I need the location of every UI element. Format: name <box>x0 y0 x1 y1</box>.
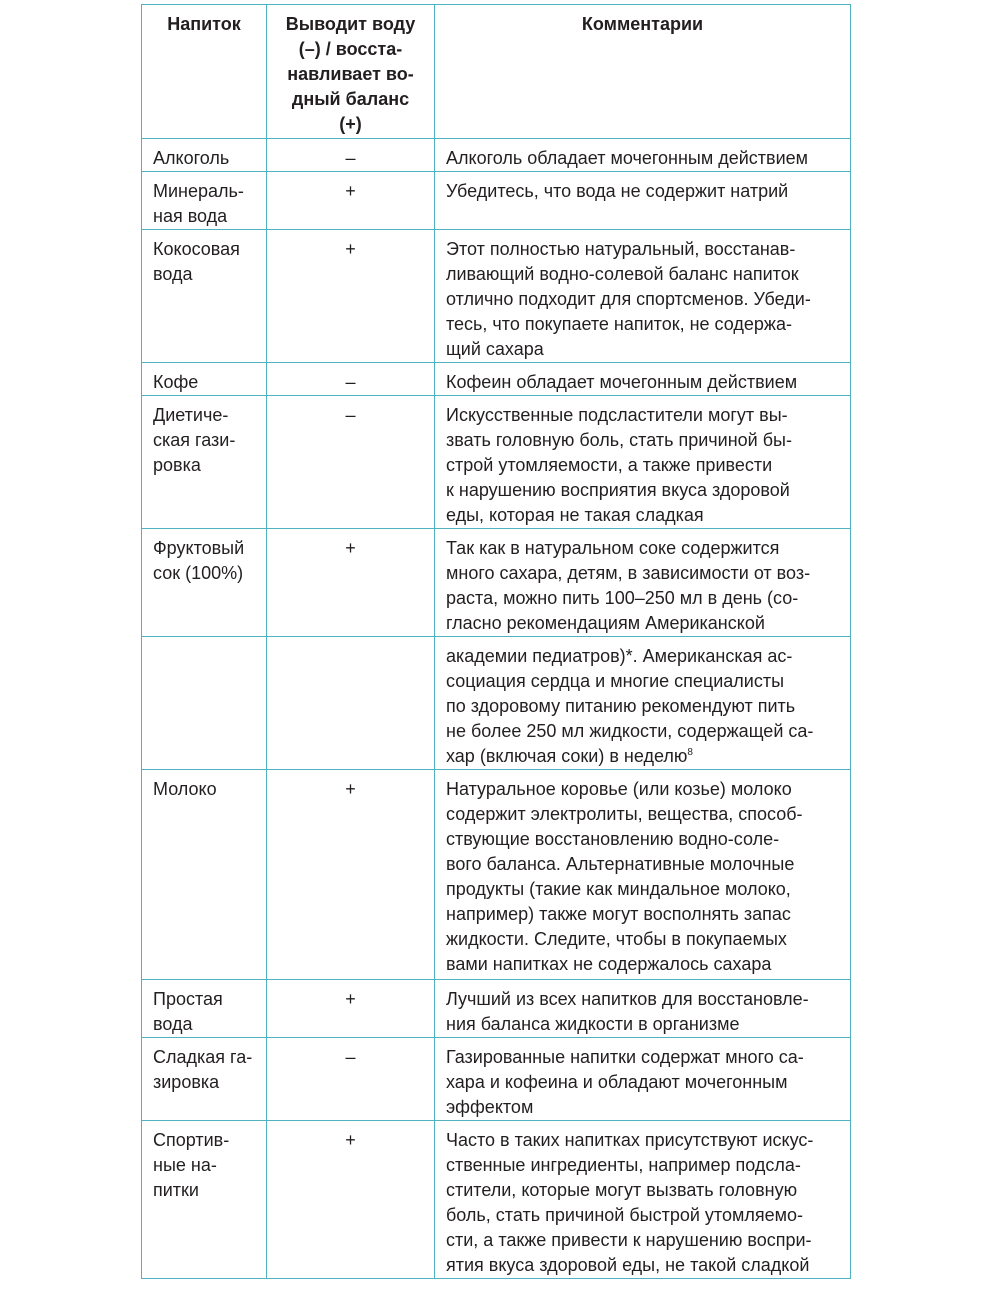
comment-line <box>446 237 839 262</box>
comment-text: раста, можно пить 100–250 мл в день (со- <box>446 588 799 608</box>
comment-cell <box>435 770 851 980</box>
comment-text: ния баланса жидкости в организме <box>446 1014 740 1034</box>
comment-line <box>446 987 839 1012</box>
comment-text: Алкоголь обладает мочегонным действием <box>446 148 809 168</box>
comment-cell <box>435 529 851 637</box>
header-effect-line: (–) / восста- <box>298 39 403 59</box>
comment-line <box>446 744 839 769</box>
table-row <box>142 980 851 1038</box>
drink-name-line: ная вода <box>153 206 228 226</box>
comment-line <box>446 644 839 669</box>
comment-text: хар (включая соки) в неделю <box>446 746 688 766</box>
comment-line <box>446 952 839 977</box>
comment-text: например) также могут восполнять запас <box>446 904 791 924</box>
header-row <box>142 5 851 139</box>
comment-cell <box>435 139 851 172</box>
drink-cell <box>142 1121 267 1279</box>
comment-line <box>446 146 839 171</box>
drink-name-line: вода <box>153 264 193 284</box>
drink-name-line: Алкоголь <box>153 148 230 168</box>
comment-text: эффектом <box>446 1097 534 1117</box>
comment-text: щий сахара <box>446 339 544 359</box>
drink-cell <box>142 172 267 230</box>
comment-text: ствующие восстановлению водно-соле- <box>446 829 780 849</box>
comment-line <box>446 1153 839 1178</box>
drink-name-line: вода <box>153 1014 193 1034</box>
comment-text: жидкости. Следите, чтобы в покупаемых <box>446 929 787 949</box>
comment-text: Этот полностью натуральный, восстанав- <box>446 239 796 259</box>
drink-cell <box>142 1038 267 1121</box>
table-row <box>142 770 851 980</box>
drink-cell <box>142 396 267 529</box>
drink-cell <box>142 139 267 172</box>
comment-line <box>446 1228 839 1253</box>
header-effect-line: навливает во- <box>287 64 414 84</box>
table-row <box>142 1121 851 1279</box>
drink-name-line: Фруктовый <box>153 538 245 558</box>
drink-name-line: зировка <box>153 1072 220 1092</box>
comment-text: стители, которые могут вызвать головную <box>446 1180 798 1200</box>
comment-text: ятия вкуса здоровой еды, не такой сладкой <box>446 1255 810 1275</box>
comment-text: Так как в натуральном соке содержится <box>446 538 780 558</box>
comment-text: не более 250 мл жидкости, содержащей са- <box>446 721 814 741</box>
comment-text: звать головную боль, стать причиной бы- <box>446 430 792 450</box>
comment-line <box>446 503 839 528</box>
comment-line <box>446 802 839 827</box>
effect-sign-cell: + <box>267 230 435 363</box>
comment-line <box>446 337 839 362</box>
drink-name-line: Кокосовая <box>153 239 240 259</box>
comment-cell <box>435 396 851 529</box>
comment-line <box>446 719 839 744</box>
comment-line <box>446 262 839 287</box>
header-drink: Напиток <box>142 5 267 139</box>
comment-line <box>446 478 839 503</box>
comment-text: сти, а также привести к нарушению воспри- <box>446 1230 812 1250</box>
drink-name-line: питки <box>153 1180 199 1200</box>
comment-line <box>446 536 839 561</box>
effect-sign-cell: + <box>267 1121 435 1279</box>
comment-text: тесь, что покупаете напиток, не содержа- <box>446 314 792 334</box>
comment-line <box>446 287 839 312</box>
comment-line <box>446 1203 839 1228</box>
comment-line <box>446 669 839 694</box>
drink-cell <box>142 980 267 1038</box>
comment-text: продукты (такие как миндальное молоко, <box>446 879 791 899</box>
comment-line <box>446 902 839 927</box>
comment-text: Искусственные подсластители могут вы- <box>446 405 788 425</box>
comment-line <box>446 611 839 636</box>
header-comments: Комментарии <box>435 5 851 139</box>
table-row <box>142 1038 851 1121</box>
effect-sign-cell: – <box>267 139 435 172</box>
comment-line <box>446 403 839 428</box>
comment-text: строй утомляемости, а также привести <box>446 455 773 475</box>
comment-line <box>446 1178 839 1203</box>
effect-sign-cell: – <box>267 396 435 529</box>
table-row <box>142 363 851 396</box>
drink-cell <box>142 770 267 980</box>
drink-cell <box>142 230 267 363</box>
comment-line <box>446 312 839 337</box>
comment-text: Газированные напитки содержат много са- <box>446 1047 804 1067</box>
comment-line <box>446 852 839 877</box>
comment-text: много сахара, детям, в зависимости от воз- <box>446 563 811 583</box>
comment-text: вого баланса. Альтернативные молочные <box>446 854 795 874</box>
comment-text: академии педиатров)*. Американская ас- <box>446 646 793 666</box>
drink-name-line: сок (100%) <box>153 563 244 583</box>
comment-text: вами напитках не содержалось сахара <box>446 954 772 974</box>
comment-cell <box>435 1038 851 1121</box>
comment-line <box>446 827 839 852</box>
table-row <box>142 230 851 363</box>
header-effect-line: дный баланс <box>291 89 410 109</box>
header-effect-line: Выводит воду <box>285 14 416 34</box>
drink-name-line: ская гази- <box>153 430 236 450</box>
comment-line <box>446 1253 839 1278</box>
comment-text: социация сердца и многие специалисты <box>446 671 785 691</box>
drink-name-line: Кофе <box>153 372 199 392</box>
effect-sign-cell: + <box>267 172 435 230</box>
drink-name-line: Простая <box>153 989 223 1009</box>
comment-text: Убедитесь, что вода не содержит натрий <box>446 181 789 201</box>
comment-cell <box>435 363 851 396</box>
comment-text: еды, которая не такая сладкая <box>446 505 704 525</box>
header-effect-line: (+) <box>339 114 362 134</box>
comment-line <box>446 428 839 453</box>
comment-text: Лучший из всех напитков для восстановле- <box>446 989 809 1009</box>
comment-line <box>446 453 839 478</box>
comment-text: боль, стать причиной быстрой утомляемо- <box>446 1205 803 1225</box>
drink-cell <box>142 363 267 396</box>
comment-text: ливающий водно-солевой баланс напиток <box>446 264 799 284</box>
comment-cell <box>435 1121 851 1279</box>
comment-text: ственные ингредиенты, например подсла- <box>446 1155 801 1175</box>
comment-text: гласно рекомендациям Американской <box>446 613 765 633</box>
drink-name-line: Молоко <box>153 779 217 799</box>
drink-name-line: ровка <box>153 455 201 475</box>
comment-line <box>446 1128 839 1153</box>
comment-line <box>446 877 839 902</box>
comment-line <box>446 370 839 395</box>
drink-cell <box>142 529 267 637</box>
comment-text: отлично подходит для спортсменов. Убеди- <box>446 289 811 309</box>
comment-cell <box>435 637 851 770</box>
comment-text: к нарушению восприятия вкуса здоровой <box>446 480 790 500</box>
effect-sign-cell <box>267 637 435 770</box>
drink-name-line: Спортив- <box>153 1130 230 1150</box>
comment-line <box>446 777 839 802</box>
comment-line <box>446 927 839 952</box>
comment-cell <box>435 980 851 1038</box>
comment-text: содержит электролиты, вещества, способ- <box>446 804 803 824</box>
effect-sign-cell: + <box>267 770 435 980</box>
effect-sign-cell: – <box>267 1038 435 1121</box>
header-effect <box>267 5 435 139</box>
comment-text: хара и кофеина и обладают мочегонным <box>446 1072 788 1092</box>
comment-text: Натуральное коровье (или козье) молоко <box>446 779 792 799</box>
footnote-marker: 8 <box>687 747 693 758</box>
table-row <box>142 529 851 637</box>
comment-line <box>446 694 839 719</box>
table-row <box>142 637 851 770</box>
comment-text: Кофеин обладает мочегонным действием <box>446 372 798 392</box>
drink-name-line: Сладкая га- <box>153 1047 253 1067</box>
comment-line <box>446 561 839 586</box>
effect-sign-cell: + <box>267 529 435 637</box>
drink-cell <box>142 637 267 770</box>
comment-line <box>446 179 839 204</box>
table-row <box>142 396 851 529</box>
comment-line <box>446 1095 839 1120</box>
comment-line <box>446 586 839 611</box>
comment-line <box>446 1070 839 1095</box>
effect-sign-cell: – <box>267 363 435 396</box>
comment-line <box>446 1045 839 1070</box>
drink-name-line: ные на- <box>153 1155 217 1175</box>
drink-name-line: Минераль- <box>153 181 244 201</box>
table-row <box>142 172 851 230</box>
beverages-table <box>141 4 851 1279</box>
comment-text: Часто в таких напитках присутствуют искус- <box>446 1130 814 1150</box>
table-row <box>142 139 851 172</box>
comment-text: по здоровому питанию рекомендуют пить <box>446 696 796 716</box>
comment-cell <box>435 230 851 363</box>
drink-name-line: Диетиче- <box>153 405 229 425</box>
comment-cell <box>435 172 851 230</box>
comment-line <box>446 1012 839 1037</box>
effect-sign-cell: + <box>267 980 435 1038</box>
